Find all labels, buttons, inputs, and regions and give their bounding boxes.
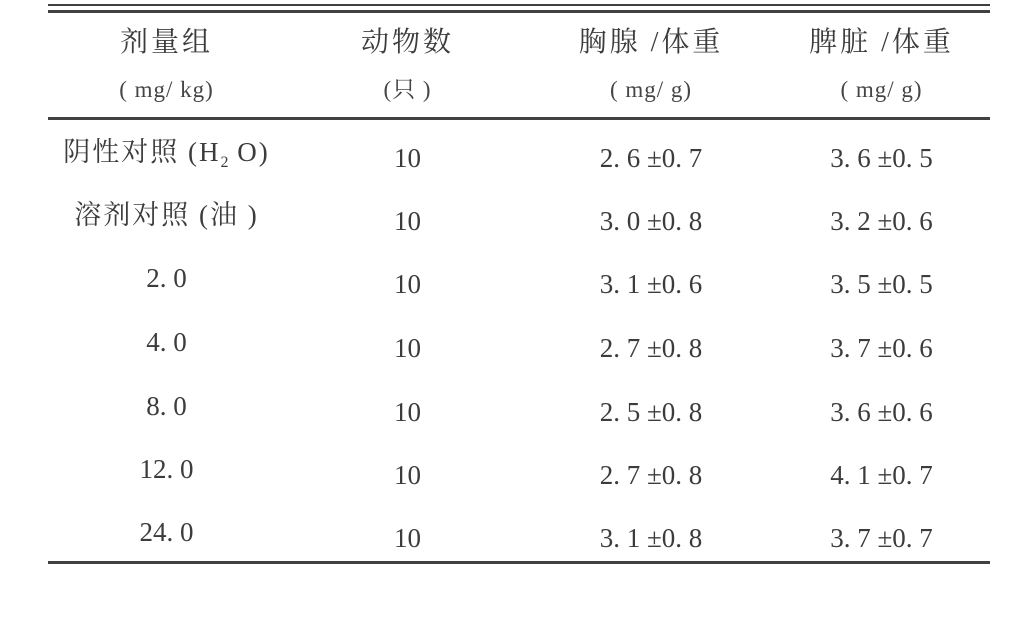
animal-count-cell: 10 [394, 332, 421, 363]
table-row [48, 257, 991, 299]
table-row [48, 448, 991, 490]
animal-count-cell: 10 [394, 522, 421, 553]
spleen-ratio-cell: 3. 5 ±0. 5 [830, 268, 933, 299]
table-row [48, 511, 991, 553]
table-top-rule-thick [48, 10, 990, 13]
dose-group-label: 溶剂对照 (油 ) [74, 200, 259, 230]
thymus-ratio-cell: 3. 1 ±0. 8 [599, 522, 703, 553]
thymus-ratio-cell: 2. 7 ±0. 8 [599, 459, 703, 490]
thymus-ratio-cell: 2. 6 ±0. 7 [599, 142, 703, 173]
table-row [48, 131, 991, 173]
dose-group-label: 24. 0 [139, 517, 194, 547]
thymus-ratio-cell: 2. 5 ±0. 8 [599, 396, 703, 427]
thymus-ratio-cell: 3. 0 ±0. 8 [599, 205, 703, 236]
spleen-ratio-cell: 3. 6 ±0. 5 [830, 142, 933, 173]
dose-group-label: 12. 0 [139, 454, 194, 484]
dose-group-label: 2. 0 [146, 263, 187, 293]
spleen-ratio-cell: 3. 7 ±0. 6 [830, 332, 933, 363]
spleen-ratio-cell: 4. 1 ±0. 7 [830, 459, 933, 490]
spleen-ratio-cell: 3. 2 ±0. 6 [830, 205, 933, 236]
dose-group-label-suffix: O) [228, 137, 270, 167]
dose-group-cell [48, 448, 285, 501]
header-dose-group: 剂量组 [119, 27, 213, 58]
dose-group-cell [48, 257, 285, 310]
table-row [48, 385, 991, 427]
results-table [48, 0, 991, 626]
table-bottom-rule [48, 561, 990, 564]
animal-count-cell: 10 [394, 459, 421, 490]
dose-group-cell [48, 131, 285, 184]
table-header-title-row [48, 22, 991, 64]
subscript-text: 2 [220, 154, 229, 171]
animal-count-cell: 10 [394, 268, 421, 299]
dose-group-label: 阴性对照 (H [63, 137, 221, 167]
dose-group-cell [48, 194, 285, 247]
spleen-ratio-cell: 3. 7 ±0. 7 [830, 522, 933, 553]
header-thymus-ratio: 胸腺 /体重 [578, 27, 724, 58]
dose-group-cell [48, 385, 285, 438]
unit-animal-count: (只 ) [383, 77, 432, 102]
table-header-unit-row [48, 69, 991, 111]
spleen-ratio-cell: 3. 6 ±0. 6 [830, 396, 933, 427]
animal-count-cell: 10 [394, 396, 421, 427]
table-row [48, 194, 991, 236]
dose-group-cell [48, 321, 285, 374]
dose-group-cell [48, 511, 285, 564]
dose-group-label: 4. 0 [146, 327, 187, 357]
header-spleen-ratio: 脾脏 /体重 [809, 27, 954, 58]
thymus-ratio-cell: 3. 1 ±0. 6 [599, 268, 703, 299]
thymus-ratio-cell: 2. 7 ±0. 8 [599, 332, 703, 363]
animal-count-cell: 10 [394, 142, 421, 173]
header-animal-count: 动物数 [360, 27, 454, 58]
table-row [48, 321, 991, 363]
dose-group-label: 8. 0 [146, 391, 187, 421]
animal-count-cell: 10 [394, 205, 421, 236]
table-header-rule [48, 117, 990, 120]
table-top-rule-thin [48, 4, 990, 6]
unit-spleen-ratio: ( mg/ g) [840, 77, 923, 102]
unit-thymus-ratio: ( mg/ g) [609, 77, 693, 102]
unit-dose-group: ( mg/ kg) [119, 77, 214, 102]
